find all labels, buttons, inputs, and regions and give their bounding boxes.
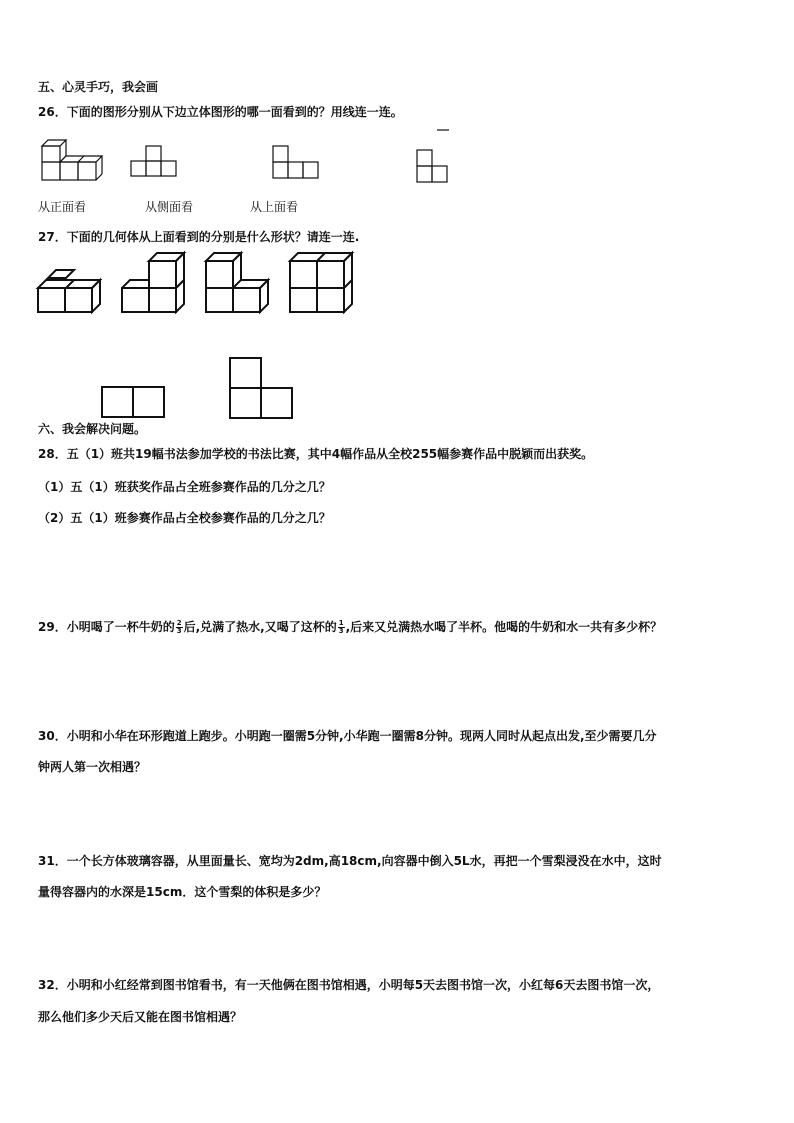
question-27-text: 27．下面的几何体从上面看到的分别是什么形状？请连一连. [38,230,360,244]
q26-view-a [131,146,177,178]
question-30-line-2: 钟两人第一次相遇？ [38,760,147,774]
fraction-two-thirds: $\frac{2}{3}$ [176,619,182,635]
question-28-text: 28．五（1）班共19幅书法参加学校的书法比赛，其中4幅作品从全校255幅参赛作品中脱颖而出获奖。 [38,447,594,461]
q27-solid-3 [206,253,268,315]
question-28-sub-2: （2）五（1）班参赛作品占全校参赛作品的几分之几？ [38,511,331,525]
section-5-title: 五、心灵手巧，我会画 [38,80,159,94]
q27-top-view-a [101,386,165,418]
section-6-title: 六、我会解决问题。 [38,422,147,436]
label-side-view: 从侧面看 [145,200,194,214]
question-31-line-2: 量得容器内的水深是15cm．这个雪梨的体积是多少？ [38,885,327,899]
question-32-line-1: 32．小明和小红经常到图书馆看书，有一天他俩在图书馆相遇，小明每5天去图书馆一次，小红每6天去图书馆一次， [38,978,660,992]
question-26-text: 26．下面的图形分别从下边立体图形的哪一面看到的？用线连一连。 [38,105,403,119]
q27-solid-4 [290,253,352,315]
q27-solid-2 [122,253,184,315]
q27-solid-1 [38,270,100,314]
fraction-one-third: $\frac{1}{3}$ [338,619,344,635]
label-front-view: 从正面看 [38,200,87,214]
question-30-line-1: 30．小明和小华在环形跑道上跑步。小明跑一圈需5分钟,小华跑一圈需8分钟。现两人同时从起点出发,至少需要几分 [38,729,657,743]
question-28-sub-1: （1）五（1）班获奖作品占全班参赛作品的几分之几？ [38,480,331,494]
label-top-view: 从上面看 [250,200,299,214]
question-31-line-1: 31．一个长方体玻璃容器，从里面量长、宽均为2dm,高18cm,向容器中倒入5L水，再把一个雪梨浸没在水中，这时 [38,854,662,868]
q26-solid-figure [40,140,102,184]
question-32-line-2: 那么他们多少天后又能在图书馆相遇？ [38,1010,243,1024]
q26-view-c [415,130,449,184]
q26-view-b [273,146,319,180]
q27-top-view-b [229,357,293,419]
question-29-text: 29．小明喝了一杯牛奶的 $\frac{2}{3}$ 后,兑满了热水,又喝了这杯的 $\frac{1}{3}$ ,后来又兑满热水喝了半杯。他喝的牛奶和水一共有多少杯？ [38,619,663,635]
